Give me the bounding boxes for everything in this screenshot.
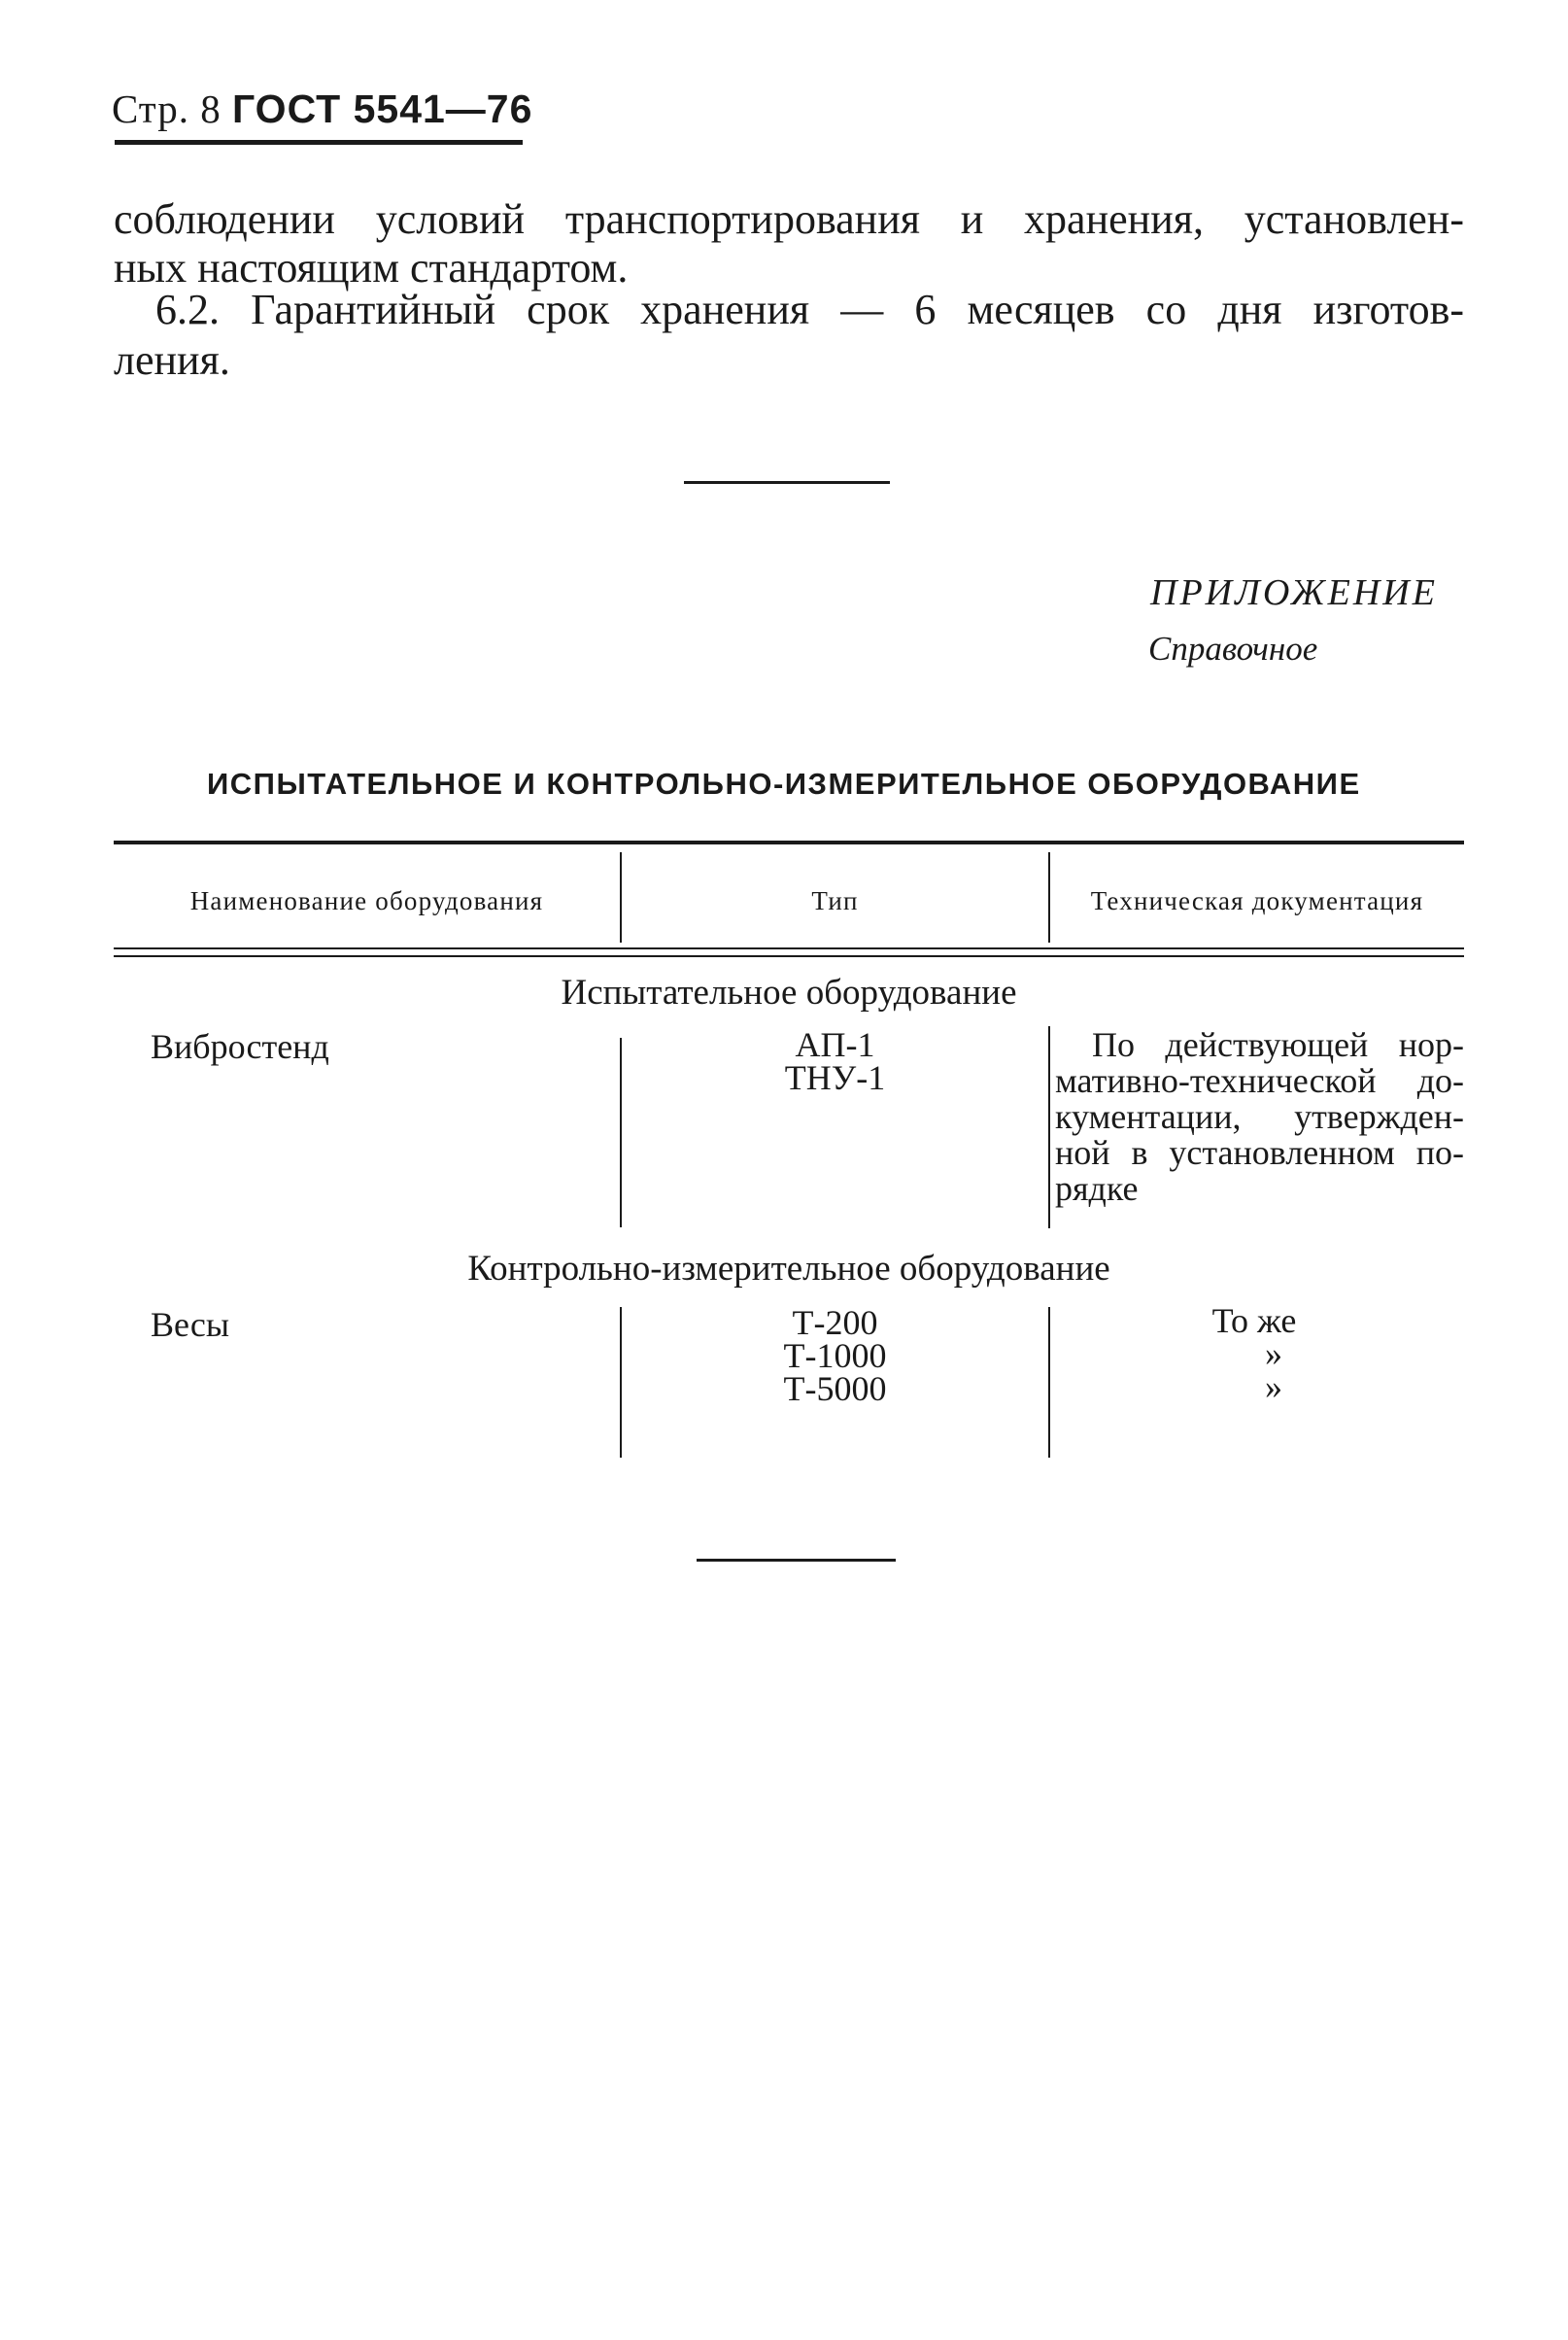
appendix-label: ПРИЛОЖЕНИЕ xyxy=(1150,572,1438,613)
equipment-name: Весы xyxy=(151,1305,230,1344)
column-header-name: Наименование оборудования xyxy=(189,886,544,915)
table-title: ИСПЫТАТЕЛЬНОЕ И КОНТРОЛЬНО-ИЗМЕРИТЕЛЬНОЕ ОБОРУДОВАНИЕ xyxy=(207,767,1361,801)
equipment-type: ТНУ-1 xyxy=(784,1058,886,1097)
table-header-rule-2 xyxy=(114,955,1464,957)
body-line-3: 6.2. Гарантийный срок хранения — 6 месяцев со дня изготов- xyxy=(155,286,1464,333)
equipment-type: Т-1000 xyxy=(783,1336,887,1375)
body-line-1: соблюдении условий транспортирования и хранения, установлен- xyxy=(114,195,1464,243)
documentation-line: То же xyxy=(1211,1301,1297,1340)
documentation-line: По действующей нор- xyxy=(1092,1025,1464,1064)
table-top-rule xyxy=(114,841,1464,844)
ditto-mark: » xyxy=(1265,1367,1282,1406)
appendix-sublabel: Справочное xyxy=(1148,630,1318,668)
equipment-type: АП-1 xyxy=(795,1025,875,1064)
body-line-4: ления. xyxy=(114,336,230,384)
body-line-2: ных настоящим стандартом. xyxy=(114,244,629,292)
table-header-rule-1 xyxy=(114,947,1464,949)
column-separator xyxy=(1048,1026,1050,1228)
section-divider xyxy=(684,481,890,484)
documentation-line: рядке xyxy=(1055,1169,1139,1208)
documentation-line: ной в установленном по- xyxy=(1055,1133,1464,1172)
documentation-line: кументации, утвержден- xyxy=(1055,1097,1464,1136)
equipment-type: Т-5000 xyxy=(783,1369,887,1408)
header-rule xyxy=(115,140,523,145)
standard-number: ГОСТ 5541—76 xyxy=(231,86,533,131)
end-divider xyxy=(697,1559,896,1562)
equipment-name: Вибростенд xyxy=(151,1027,329,1066)
section-heading-measuring: Контрольно-измерительное оборудование xyxy=(467,1249,1110,1289)
section-heading-testing: Испытательное оборудование xyxy=(561,973,1017,1013)
page-label: Стр. 8 xyxy=(112,86,222,131)
column-header-type: Тип xyxy=(811,886,859,915)
ditto-mark: » xyxy=(1265,1334,1282,1373)
documentation-line: мативно-технической до- xyxy=(1055,1061,1464,1100)
running-header xyxy=(112,86,533,131)
column-header-docs: Техническая документация xyxy=(1090,886,1424,915)
equipment-type: Т-200 xyxy=(792,1303,878,1342)
